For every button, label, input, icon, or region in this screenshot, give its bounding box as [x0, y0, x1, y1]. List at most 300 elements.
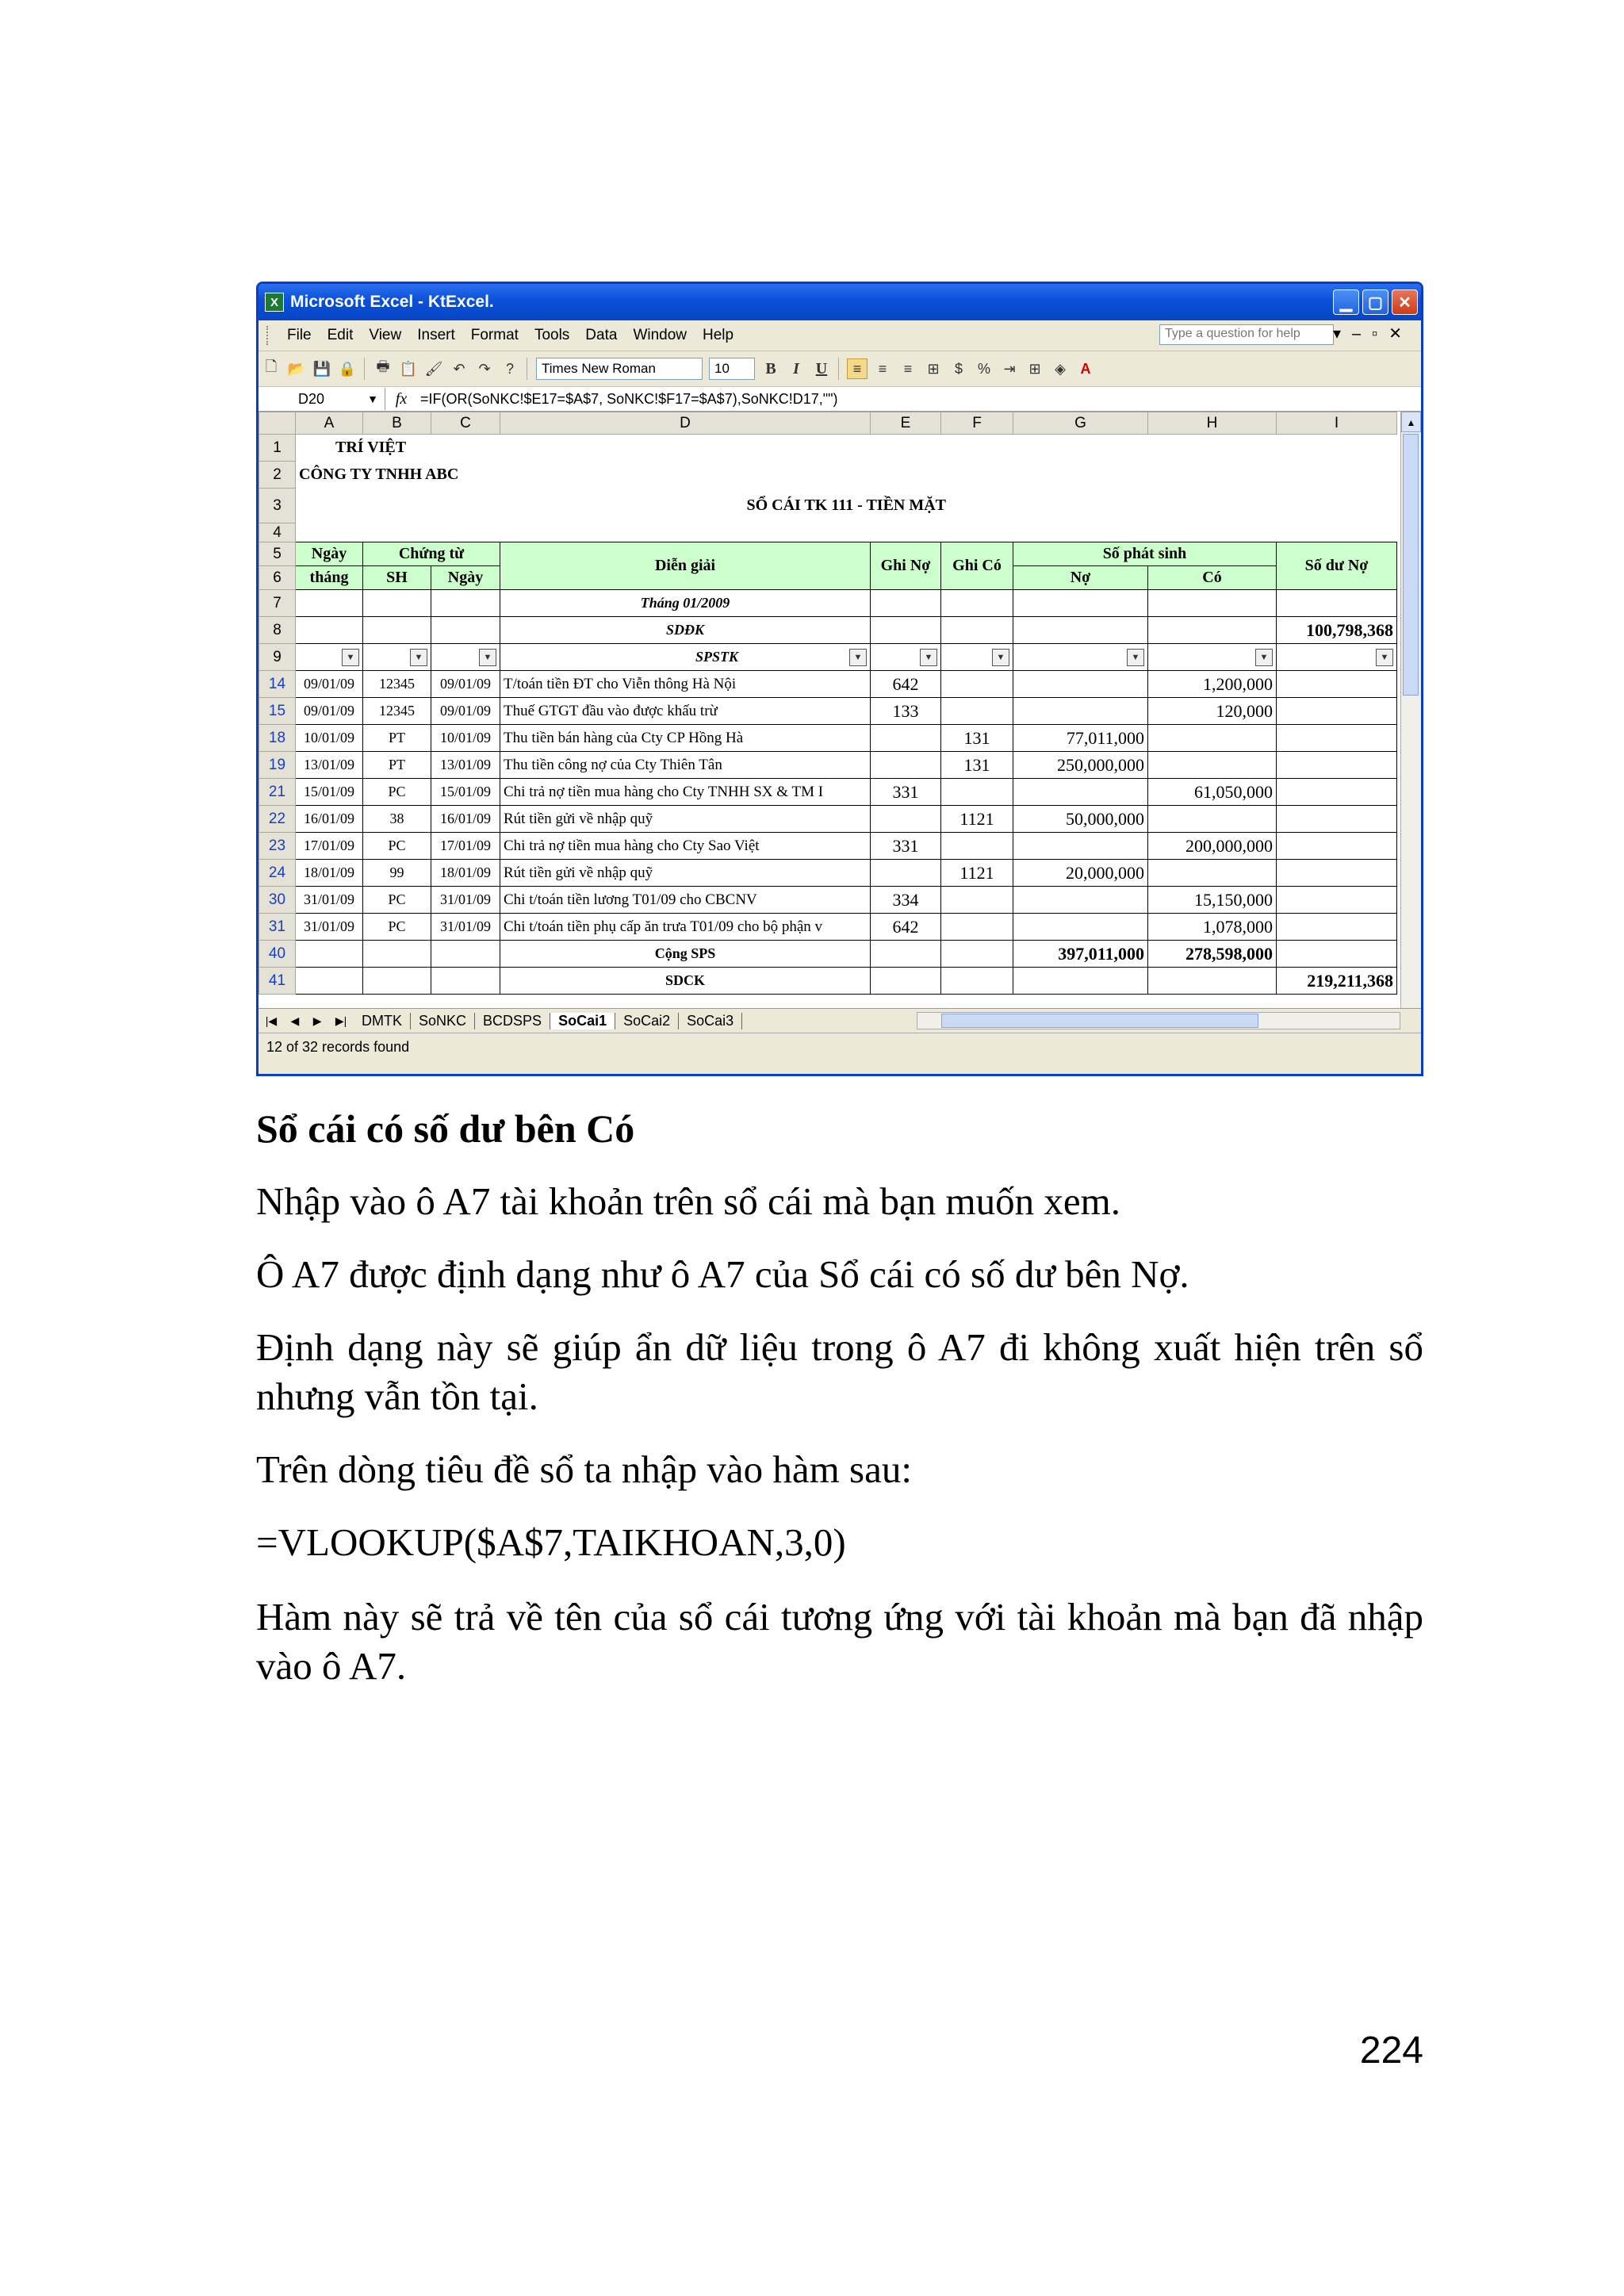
menu-edit[interactable]: Edit: [327, 327, 354, 343]
maximize-button[interactable]: ▢: [1362, 289, 1388, 315]
section-heading: Sổ cái có số dư bên Có: [256, 1106, 635, 1151]
toolbar-separator: [527, 358, 529, 380]
company-name-cell[interactable]: TRÍ VIỆT: [335, 439, 407, 457]
credit-account-cell[interactable]: [941, 779, 1013, 806]
empty-cell[interactable]: [1148, 968, 1277, 995]
balance-cell[interactable]: [1277, 806, 1397, 833]
debit-account-cell[interactable]: [871, 752, 941, 779]
debit-amount-cell[interactable]: [1013, 779, 1148, 806]
sheet-row: [259, 462, 1397, 489]
table-row: [259, 752, 1397, 779]
empty-cell[interactable]: [431, 941, 500, 968]
credit-account-cell[interactable]: [941, 914, 1013, 941]
description-cell[interactable]: T/toán tiền ĐT cho Viễn thông Hà Nội: [500, 671, 871, 698]
close-button[interactable]: ✕: [1392, 289, 1418, 315]
header-ngay[interactable]: Ngày: [296, 542, 363, 566]
vertical-scrollbar[interactable]: [1400, 412, 1421, 1008]
status-text: 12 of 32 records found: [266, 1038, 410, 1055]
filter-cell: [1013, 644, 1148, 671]
redo-icon[interactable]: ↷: [478, 360, 491, 377]
credit-amount-cell[interactable]: 1,200,000: [1148, 671, 1277, 698]
total-debit[interactable]: 397,011,000: [1013, 941, 1148, 968]
table-row: [259, 914, 1397, 941]
window-title: Microsoft Excel - KtExcel.: [290, 293, 494, 311]
debit-account-cell[interactable]: 331: [871, 779, 941, 806]
align-center-icon[interactable]: ≡: [878, 360, 887, 377]
filter-dropdown-icon[interactable]: ▼: [1255, 649, 1273, 666]
closing-balance-value[interactable]: 219,211,368: [1277, 968, 1397, 995]
menu-bar: [259, 320, 1421, 351]
menu-file[interactable]: File: [287, 327, 312, 343]
formula-line: =VLOOKUP($A$7,TAIKHOAN,3,0): [256, 1520, 846, 1564]
date-cell[interactable]: 16/01/09: [296, 806, 363, 833]
row-number[interactable]: 41: [259, 968, 296, 995]
table-row: [259, 779, 1397, 806]
tab-navigation[interactable]: [259, 1014, 354, 1028]
debit-amount-cell[interactable]: [1013, 914, 1148, 941]
table-row: [259, 860, 1397, 887]
header-so-du-no[interactable]: Số dư Nợ: [1277, 542, 1397, 590]
debit-account-cell[interactable]: 133: [871, 698, 941, 725]
indent-icon[interactable]: ⇥: [1003, 360, 1016, 377]
filter-dropdown-icon[interactable]: ▼: [1127, 649, 1144, 666]
voucher-number-cell[interactable]: PC: [363, 833, 431, 860]
empty-cell[interactable]: [296, 941, 363, 968]
company-full-name-cell[interactable]: CÔNG TY TNHH ABC: [299, 466, 459, 483]
date-cell[interactable]: 09/01/09: [296, 671, 363, 698]
menu-format[interactable]: Format: [470, 327, 519, 343]
empty-cell[interactable]: [941, 617, 1013, 644]
menu-help[interactable]: Help: [703, 327, 734, 343]
row-number[interactable]: 22: [259, 806, 296, 833]
column-header[interactable]: A: [296, 412, 363, 435]
header-chung-tu[interactable]: Chứng từ: [363, 542, 500, 566]
description-cell[interactable]: Rút tiền gửi về nhập quỹ: [500, 806, 871, 833]
empty-cell[interactable]: [941, 590, 1013, 617]
debit-amount-cell[interactable]: [1013, 833, 1148, 860]
help-search-input[interactable]: Type a question for help: [1159, 324, 1334, 345]
spreadsheet-grid[interactable]: [259, 412, 1421, 1008]
date-cell[interactable]: 31/01/09: [296, 914, 363, 941]
filter-cell: [363, 644, 431, 671]
tab-socai3[interactable]: SoCai3: [679, 1013, 742, 1029]
tab-socai2[interactable]: SoCai2: [615, 1013, 679, 1029]
row-number[interactable]: 15: [259, 698, 296, 725]
row-number[interactable]: 40: [259, 941, 296, 968]
bold-button[interactable]: B: [765, 359, 776, 378]
closing-balance-label[interactable]: SDCK: [500, 968, 871, 995]
empty-cell[interactable]: [431, 617, 500, 644]
column-header[interactable]: I: [1277, 412, 1397, 435]
total-credit[interactable]: 278,598,000: [1148, 941, 1277, 968]
description-cell[interactable]: Rút tiền gửi về nhập quỹ: [500, 860, 871, 887]
month-label-cell[interactable]: Tháng 01/2009: [500, 590, 871, 617]
debit-account-cell[interactable]: [871, 806, 941, 833]
undo-icon[interactable]: ↶: [453, 360, 465, 377]
row-number[interactable]: 8: [259, 617, 296, 644]
scroll-up-icon[interactable]: ▲: [1401, 412, 1421, 432]
sheet-row: [259, 435, 1397, 462]
voucher-date-cell[interactable]: 13/01/09: [431, 752, 500, 779]
debit-amount-cell[interactable]: 20,000,000: [1013, 860, 1148, 887]
empty-cell[interactable]: [941, 968, 1013, 995]
font-color-icon[interactable]: A: [1080, 360, 1091, 377]
debit-amount-cell[interactable]: [1013, 671, 1148, 698]
excel-app-icon[interactable]: X: [265, 293, 284, 312]
workbook-window-controls[interactable]: ▾–▫✕: [1332, 325, 1413, 343]
new-icon[interactable]: 🗋: [265, 358, 278, 374]
filter-cell: [431, 644, 500, 671]
balance-cell[interactable]: [1277, 725, 1397, 752]
scroll-thumb[interactable]: [1403, 434, 1419, 696]
tab-sonkc[interactable]: SoNKC: [411, 1013, 475, 1029]
date-cell[interactable]: 09/01/09: [296, 698, 363, 725]
empty-cell[interactable]: [363, 617, 431, 644]
credit-account-cell[interactable]: 131: [941, 725, 1013, 752]
header-co[interactable]: Có: [1148, 566, 1277, 590]
row-number[interactable]: 1: [259, 435, 296, 462]
credit-account-cell[interactable]: [941, 887, 1013, 914]
name-box[interactable]: [259, 388, 385, 410]
empty-cell[interactable]: [871, 462, 1397, 489]
credit-account-cell[interactable]: [941, 671, 1013, 698]
row-number[interactable]: 9: [259, 644, 296, 671]
sheet-row: [259, 489, 1397, 523]
column-header-row: [259, 412, 1397, 435]
balance-cell[interactable]: [1277, 779, 1397, 806]
credit-account-cell[interactable]: 1121: [941, 806, 1013, 833]
save-icon[interactable]: 💾: [312, 360, 331, 377]
empty-cell[interactable]: [1013, 617, 1148, 644]
scroll-thumb[interactable]: [941, 1014, 1258, 1028]
description-cell[interactable]: Thu tiền công nợ của Cty Thiên Tân: [500, 752, 871, 779]
header-ghi-co[interactable]: Ghi Có: [941, 542, 1013, 590]
menu-window[interactable]: Window: [633, 327, 688, 343]
print-icon[interactable]: 🖶: [376, 358, 390, 374]
debit-account-cell[interactable]: 642: [871, 914, 941, 941]
column-header[interactable]: F: [941, 412, 1013, 435]
date-cell[interactable]: 10/01/09: [296, 725, 363, 752]
format-painter-icon[interactable]: 🖌: [424, 360, 443, 377]
balance-cell[interactable]: [1277, 833, 1397, 860]
date-cell[interactable]: 18/01/09: [296, 860, 363, 887]
row-number[interactable]: 6: [259, 566, 296, 590]
paragraph: Trên dòng tiêu đề sổ ta nhập vào hàm sau:: [256, 1447, 912, 1491]
credit-amount-cell[interactable]: 1,078,000: [1148, 914, 1277, 941]
chevron-down-icon[interactable]: ▼: [367, 393, 378, 405]
ledger-table: [259, 412, 1397, 995]
empty-cell[interactable]: [296, 968, 363, 995]
description-cell[interactable]: Chi trả nợ tiền mua hàng cho Cty Sao Việt: [500, 833, 871, 860]
filter-cell: [500, 644, 871, 671]
credit-amount-cell[interactable]: 15,150,000: [1148, 887, 1277, 914]
toolbar-separator: [364, 358, 366, 380]
percent-icon[interactable]: %: [977, 360, 990, 377]
name-box-value: D20: [298, 390, 325, 407]
empty-cell[interactable]: [871, 617, 941, 644]
tab-dmtk[interactable]: DMTK: [354, 1013, 411, 1029]
empty-cell[interactable]: [431, 590, 500, 617]
empty-cell[interactable]: [871, 590, 941, 617]
column-header[interactable]: G: [1013, 412, 1148, 435]
prev-sheet-icon[interactable]: ◀: [290, 1014, 300, 1027]
voucher-number-cell[interactable]: PC: [363, 779, 431, 806]
credit-amount-cell[interactable]: 61,050,000: [1148, 779, 1277, 806]
credit-account-cell[interactable]: 1121: [941, 860, 1013, 887]
voucher-number-cell[interactable]: 38: [363, 806, 431, 833]
align-left-icon[interactable]: ≡: [847, 358, 868, 379]
select-all-corner[interactable]: [259, 412, 296, 435]
formula-bar: [259, 387, 1421, 412]
voucher-date-cell[interactable]: 31/01/09: [431, 914, 500, 941]
description-cell[interactable]: Chi trả nợ tiền mua hàng cho Cty TNHH SX & TM I: [500, 779, 871, 806]
tab-socai1[interactable]: SoCai1: [550, 1013, 615, 1029]
filter-dropdown-icon[interactable]: ▼: [992, 649, 1009, 666]
font-name-select[interactable]: Times New Roman: [536, 358, 703, 380]
font-size-select[interactable]: 10: [709, 358, 755, 380]
row-number[interactable]: 24: [259, 860, 296, 887]
row-number[interactable]: 2: [259, 462, 296, 489]
debit-account-cell[interactable]: [871, 860, 941, 887]
header-no[interactable]: Nợ: [1013, 566, 1148, 590]
horizontal-scrollbar[interactable]: [917, 1012, 1400, 1029]
row-number[interactable]: 19: [259, 752, 296, 779]
voucher-number-cell[interactable]: PC: [363, 914, 431, 941]
table-row: [259, 725, 1397, 752]
filter-cell: [1148, 644, 1277, 671]
opening-balance-label[interactable]: SDĐK: [500, 617, 871, 644]
paragraph: Nhập vào ô A7 tài khoản trên sổ cái mà bạn muốn xem.: [256, 1179, 1120, 1223]
voucher-date-cell[interactable]: 10/01/09: [431, 725, 500, 752]
debit-amount-cell[interactable]: [1013, 887, 1148, 914]
row-number[interactable]: 7: [259, 590, 296, 617]
voucher-number-cell[interactable]: PT: [363, 725, 431, 752]
status-bar: [259, 1033, 1421, 1060]
filter-cell: [871, 644, 941, 671]
empty-cell[interactable]: [1277, 590, 1397, 617]
toolbar-separator: [838, 358, 841, 380]
empty-cell[interactable]: [1013, 968, 1148, 995]
column-header[interactable]: C: [431, 412, 500, 435]
balance-cell[interactable]: [1277, 914, 1397, 941]
italic-button[interactable]: I: [793, 359, 799, 378]
table-row: [259, 698, 1397, 725]
column-header[interactable]: H: [1148, 412, 1277, 435]
debit-account-cell[interactable]: 334: [871, 887, 941, 914]
help-icon[interactable]: ?: [505, 360, 514, 377]
empty-cell[interactable]: [1013, 590, 1148, 617]
description-cell[interactable]: Chi t/toán tiền lương T01/09 cho CBCNV: [500, 887, 871, 914]
date-cell[interactable]: 31/01/09: [296, 887, 363, 914]
header-ngay-ct[interactable]: Ngày: [431, 566, 500, 590]
row-number[interactable]: 14: [259, 671, 296, 698]
row-number[interactable]: 3: [259, 489, 296, 523]
paste-icon[interactable]: 📋: [399, 360, 418, 377]
empty-cell[interactable]: [363, 590, 431, 617]
description-cell[interactable]: Thuế GTGT đầu vào được khấu trừ: [500, 698, 871, 725]
cell-a7[interactable]: [296, 590, 363, 617]
first-sheet-icon[interactable]: |◀: [265, 1014, 278, 1027]
paragraph: Ô A7 được định dạng như ô A7 của Sổ cái có số dư bên Nợ.: [256, 1252, 1189, 1296]
credit-account-cell[interactable]: 131: [941, 752, 1013, 779]
empty-cell[interactable]: [1148, 590, 1277, 617]
voucher-date-cell[interactable]: 31/01/09: [431, 887, 500, 914]
insert-function-icon[interactable]: fx: [395, 389, 408, 408]
header-ghi-no[interactable]: Ghi Nợ: [871, 542, 941, 590]
empty-cell[interactable]: [1277, 941, 1397, 968]
debit-account-cell[interactable]: [871, 725, 941, 752]
borders-icon[interactable]: ⊞: [1028, 360, 1041, 377]
table-row: [259, 671, 1397, 698]
empty-cell[interactable]: [1148, 617, 1277, 644]
menu-grip[interactable]: [266, 326, 273, 345]
row-number[interactable]: 21: [259, 779, 296, 806]
credit-amount-cell[interactable]: [1148, 806, 1277, 833]
row-number[interactable]: 18: [259, 725, 296, 752]
filter-cell: [941, 644, 1013, 671]
tab-bcdsps[interactable]: BCDSPS: [475, 1013, 550, 1029]
align-right-icon[interactable]: ≡: [903, 360, 913, 377]
excel-window: [256, 282, 1423, 1076]
voucher-number-cell[interactable]: PT: [363, 752, 431, 779]
credit-amount-cell[interactable]: [1148, 860, 1277, 887]
description-cell[interactable]: Thu tiền bán hàng của Cty CP Hồng Hà: [500, 725, 871, 752]
table-row: [259, 887, 1397, 914]
filter-dropdown-icon[interactable]: ▼: [1376, 649, 1393, 666]
filter-dropdown-icon[interactable]: ▼: [479, 649, 496, 666]
debit-amount-cell[interactable]: 77,011,000: [1013, 725, 1148, 752]
sheet-row: [259, 523, 1397, 542]
filter-dropdown-icon[interactable]: ▼: [342, 649, 359, 666]
filter-dropdown-icon[interactable]: ▼: [920, 649, 937, 666]
last-sheet-icon[interactable]: ▶|: [335, 1014, 347, 1027]
header-sh[interactable]: SH: [363, 566, 431, 590]
column-header[interactable]: B: [363, 412, 431, 435]
voucher-date-cell[interactable]: 18/01/09: [431, 860, 500, 887]
formula-input[interactable]: =IF(OR(SoNKC!$E17=$A$7, SoNKC!$F17=$A$7),SoNKC!D17,""): [420, 390, 838, 407]
paragraph: Định dạng này sẽ giúp ẩn dữ liệu trong ô A7 đi không xuất hiện trên sổ nhưng vẫn tồn tại.: [256, 1325, 1423, 1418]
filter-row: [259, 644, 1397, 671]
empty-cell[interactable]: [296, 617, 363, 644]
total-label[interactable]: Cộng SPS: [500, 941, 871, 968]
voucher-date-cell[interactable]: 09/01/09: [431, 671, 500, 698]
menu-data[interactable]: Data: [585, 327, 618, 343]
ledger-title-cell[interactable]: SỔ CÁI TK 111 - TIỀN MẶT: [746, 496, 947, 514]
voucher-number-cell[interactable]: 12345: [363, 698, 431, 725]
credit-amount-cell[interactable]: 200,000,000: [1148, 833, 1277, 860]
voucher-number-cell[interactable]: 99: [363, 860, 431, 887]
transaction-rows: [259, 671, 1397, 941]
debit-account-cell[interactable]: 331: [871, 833, 941, 860]
header-row-5: [259, 542, 1397, 566]
header-thang[interactable]: tháng: [296, 566, 363, 590]
menu-insert[interactable]: Insert: [417, 327, 455, 343]
header-dien-giai[interactable]: Diễn giải: [500, 542, 871, 590]
page-number: 224: [1359, 2030, 1423, 2072]
minimize-button[interactable]: ▁: [1333, 289, 1359, 315]
empty-cell[interactable]: [871, 941, 941, 968]
paragraph: Hàm này sẽ trả về tên của sổ cái tương ứng với tài khoản mà bạn đã nhập vào ô A7.: [256, 1595, 1423, 1688]
voucher-date-cell[interactable]: 16/01/09: [431, 806, 500, 833]
next-sheet-icon[interactable]: ▶: [312, 1014, 322, 1027]
underline-button[interactable]: U: [815, 359, 828, 378]
fill-color-icon[interactable]: ◈: [1055, 360, 1066, 377]
empty-cell[interactable]: [363, 941, 431, 968]
description-cell[interactable]: Chi t/toán tiền phụ cấp ăn trưa T01/09 cho bộ phận v: [500, 914, 871, 941]
table-row: [259, 833, 1397, 860]
credit-account-cell[interactable]: [941, 833, 1013, 860]
row-number[interactable]: 4: [259, 523, 296, 542]
debit-amount-cell[interactable]: [1013, 698, 1148, 725]
column-header[interactable]: D: [500, 412, 871, 435]
empty-cell[interactable]: [871, 968, 941, 995]
period-transactions-label: SPSTK: [695, 648, 738, 665]
empty-cell[interactable]: [296, 523, 1397, 542]
open-icon[interactable]: 📂: [287, 360, 306, 377]
menu-view[interactable]: View: [369, 327, 402, 343]
credit-amount-cell[interactable]: [1148, 725, 1277, 752]
credit-account-cell[interactable]: [941, 698, 1013, 725]
empty-cell[interactable]: [431, 968, 500, 995]
filter-cell: [1277, 644, 1397, 671]
empty-cell[interactable]: [363, 968, 431, 995]
balance-cell[interactable]: [1277, 860, 1397, 887]
balance-cell[interactable]: [1277, 698, 1397, 725]
credit-amount-cell[interactable]: [1148, 752, 1277, 779]
voucher-date-cell[interactable]: 09/01/09: [431, 698, 500, 725]
balance-cell[interactable]: [1277, 752, 1397, 779]
currency-icon[interactable]: $: [954, 360, 963, 377]
toolbar: [259, 351, 1421, 387]
debit-amount-cell[interactable]: 250,000,000: [1013, 752, 1148, 779]
row-number[interactable]: 30: [259, 887, 296, 914]
row-number[interactable]: 31: [259, 914, 296, 941]
empty-cell[interactable]: [941, 941, 1013, 968]
balance-cell[interactable]: [1277, 887, 1397, 914]
row-number[interactable]: 5: [259, 542, 296, 566]
debit-amount-cell[interactable]: 50,000,000: [1013, 806, 1148, 833]
sheet-row: [259, 941, 1397, 968]
voucher-date-cell[interactable]: 17/01/09: [431, 833, 500, 860]
sheet-row: [259, 968, 1397, 995]
filter-cell: [296, 644, 363, 671]
credit-amount-cell[interactable]: 120,000: [1148, 698, 1277, 725]
header-so-phat-sinh[interactable]: Số phát sinh: [1013, 542, 1277, 566]
date-cell[interactable]: 17/01/09: [296, 833, 363, 860]
opening-balance-value[interactable]: 100,798,368: [1277, 617, 1397, 644]
sheet-row: [259, 590, 1397, 617]
voucher-date-cell[interactable]: 15/01/09: [431, 779, 500, 806]
voucher-number-cell[interactable]: 12345: [363, 671, 431, 698]
debit-account-cell[interactable]: 642: [871, 671, 941, 698]
sheet-tabs-bar: [259, 1008, 1421, 1033]
date-cell[interactable]: 15/01/09: [296, 779, 363, 806]
title-bar[interactable]: [259, 284, 1421, 320]
column-header[interactable]: E: [871, 412, 941, 435]
table-row: [259, 806, 1397, 833]
filter-dropdown-icon[interactable]: ▼: [410, 649, 427, 666]
sheet-row: [259, 617, 1397, 644]
row-number[interactable]: 23: [259, 833, 296, 860]
permission-icon[interactable]: 🔒: [338, 360, 357, 377]
empty-cell[interactable]: [871, 435, 1397, 462]
voucher-number-cell[interactable]: PC: [363, 887, 431, 914]
filter-dropdown-icon[interactable]: ▼: [849, 649, 867, 666]
merge-center-icon[interactable]: ⊞: [927, 360, 940, 377]
date-cell[interactable]: 13/01/09: [296, 752, 363, 779]
menu-tools[interactable]: Tools: [534, 327, 570, 343]
balance-cell[interactable]: [1277, 671, 1397, 698]
